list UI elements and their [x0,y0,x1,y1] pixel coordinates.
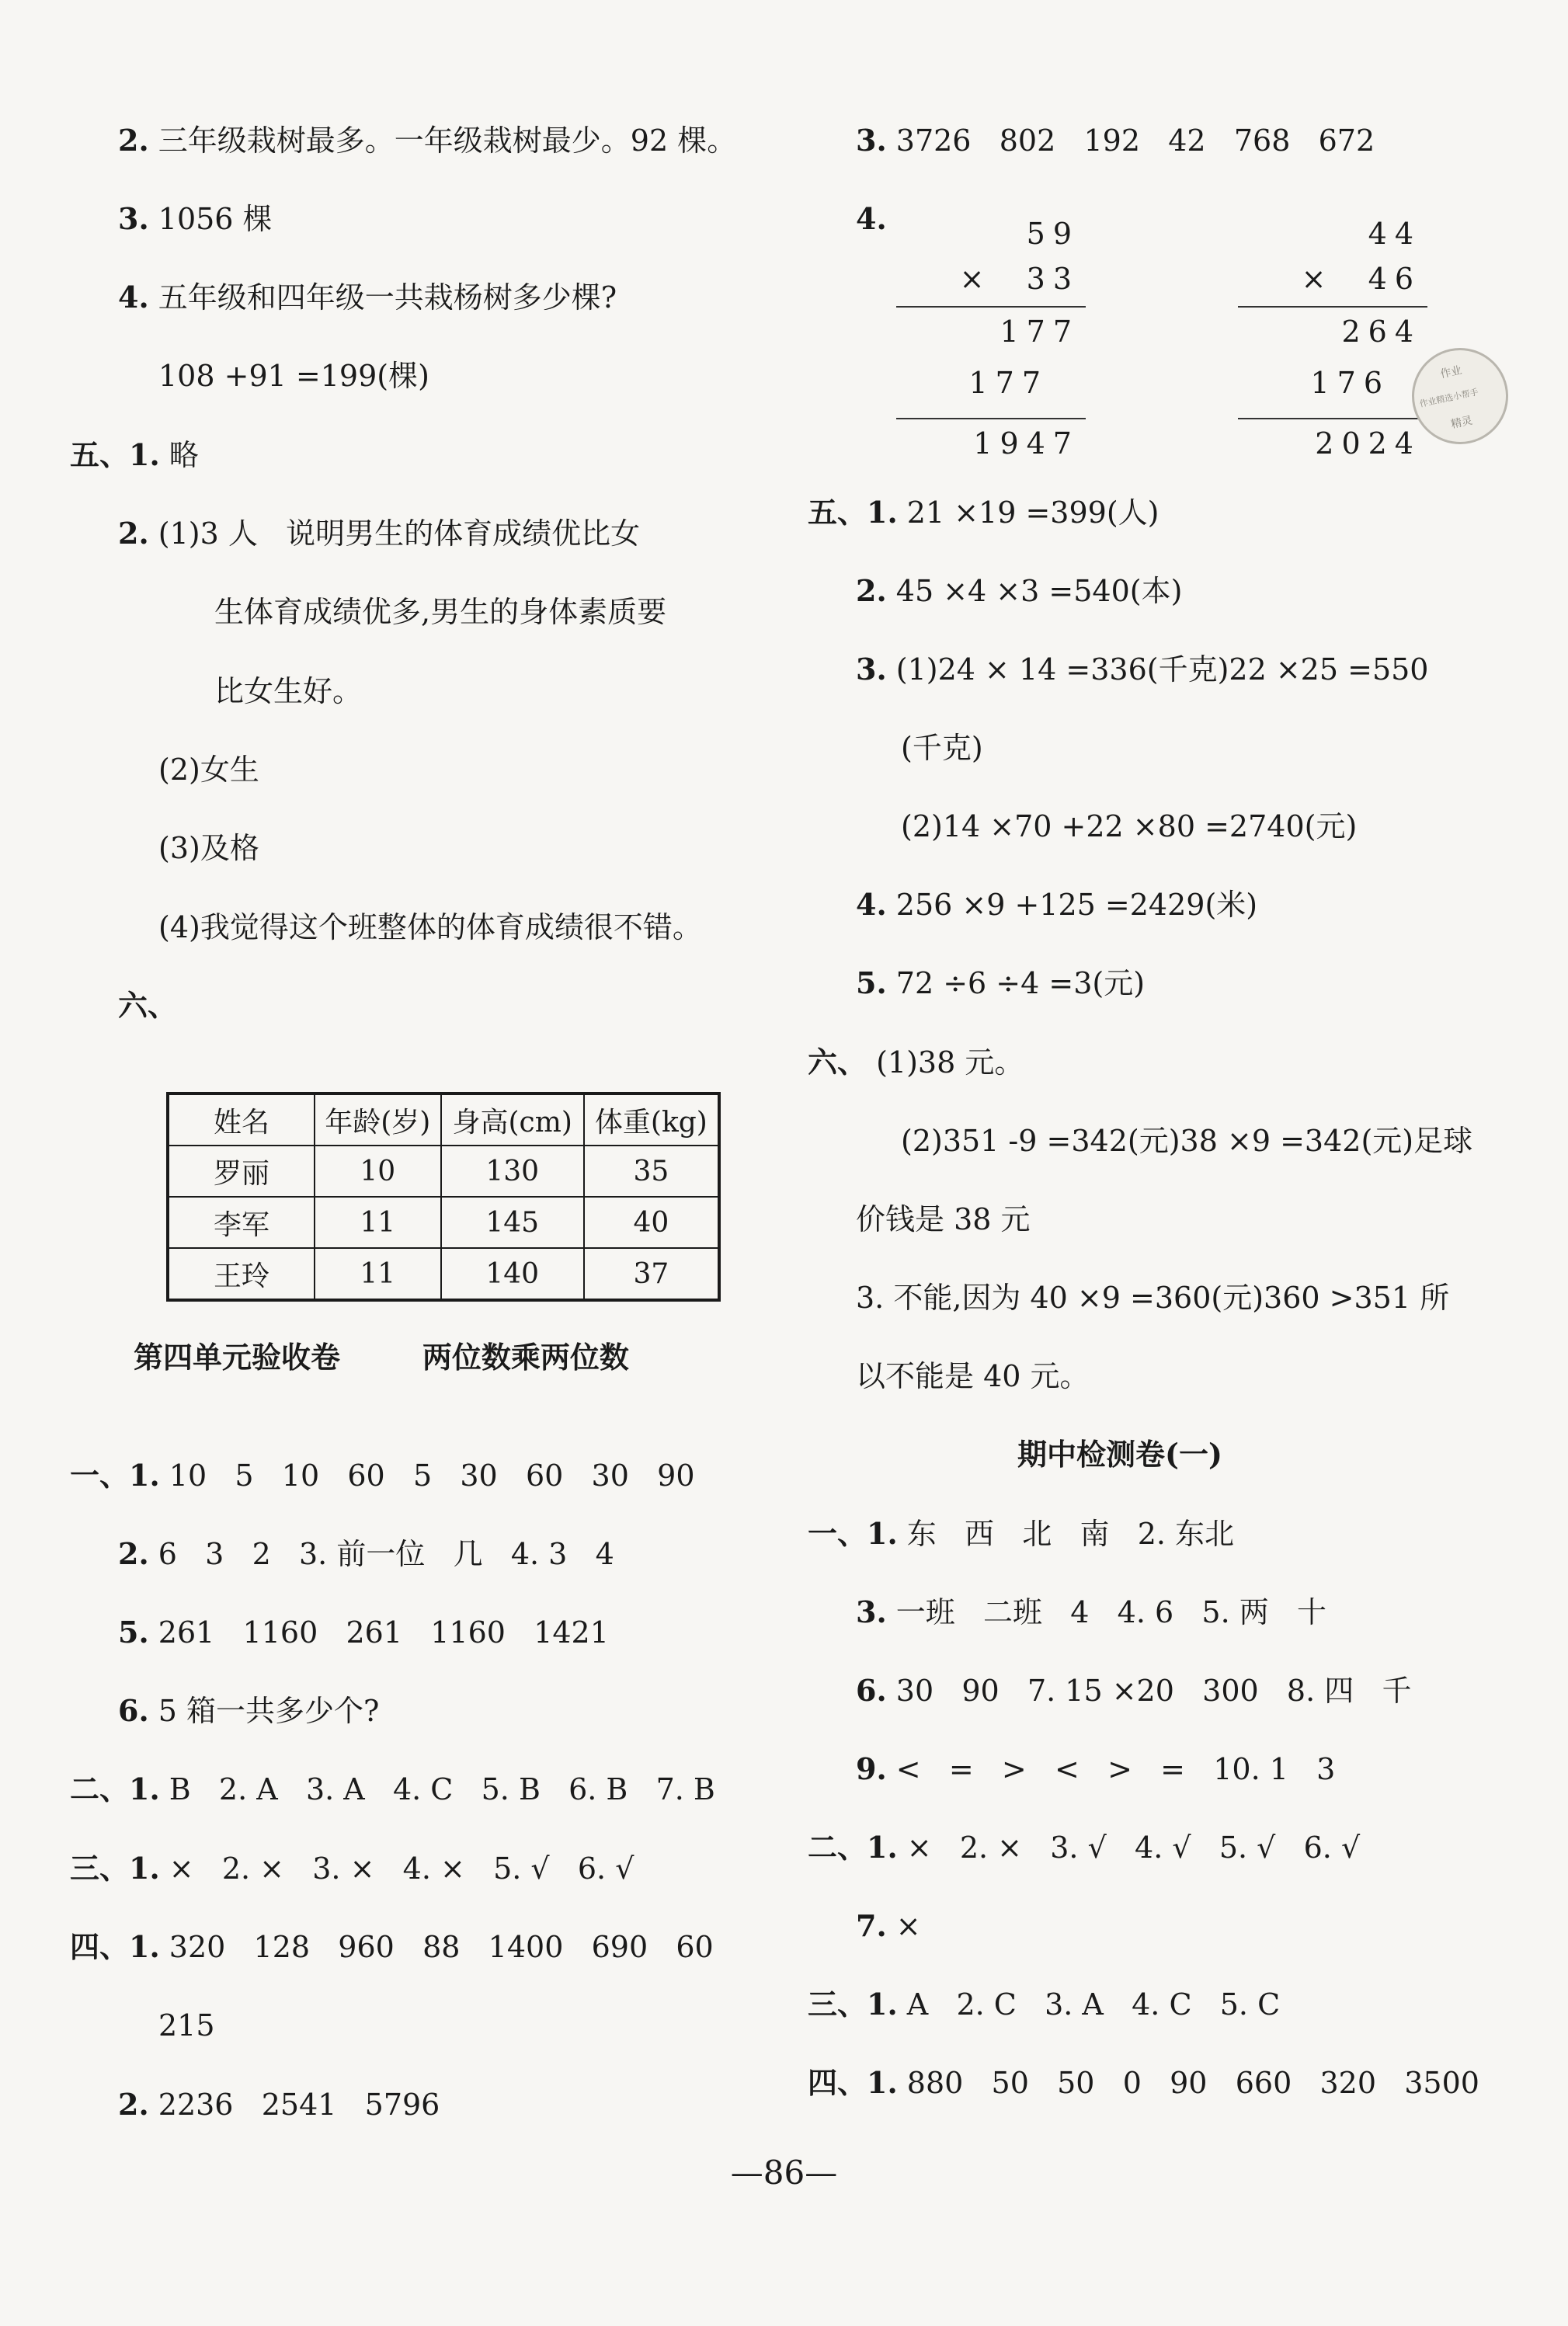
question-number: 7. [856,1908,887,1943]
stamp-text: 精灵 [1449,414,1474,432]
answer-text: 1056 棵 [158,202,273,236]
answer-line [118,514,640,553]
answer-text: (2)351 -9 =342(元)38 ×9 =342(元)足球 [901,1124,1473,1158]
answer-text: (1)24 × 14 =336(千克)22 ×25 =550 [895,652,1429,687]
question-number: 三、1. [70,1851,160,1886]
question-number: 4. [856,201,887,236]
question-number: 6. [856,1673,887,1708]
question-number: 五、1. [808,495,898,530]
question-number: 5. [118,1615,149,1650]
answer-text: 2236 2541 5796 [158,2088,440,2122]
answer-line [214,672,362,711]
vertical-mult-line: 264 [1341,315,1421,349]
vertical-mult-rule [896,418,1086,419]
vertical-mult-rule [1238,306,1427,308]
answer-line [70,1770,715,1809]
table-cell: 37 [584,1248,719,1300]
question-number: 三、1. [808,1987,898,2022]
answer-line [856,964,1145,1003]
table-header-cell: 身高(cm) [441,1093,584,1146]
question-number: 3. [856,1594,887,1629]
answer-text: 价钱是 38 元 [856,1202,1031,1236]
question-number: 3. [856,652,887,687]
answer-text: 三年级栽树最多。一年级栽树最少。92 棵。 [158,123,737,158]
answer-text: 21 ×19 =399(人) [906,495,1159,530]
question-number: 2. [856,573,887,608]
table-cell: 145 [441,1197,584,1248]
answer-line [70,436,199,475]
answer-line [856,121,1375,160]
answer-text: 五年级和四年级一共栽杨树多少棵? [158,280,617,315]
question-number: 4. [118,280,149,315]
question-number: 六、 [118,988,178,1023]
answer-text: × 2. × 3. √ 4. √ 5. √ 6. √ [906,1831,1361,1865]
answer-text: 东 西 北 南 2. 东北 [906,1517,1235,1551]
question-number: 四、1. [808,2065,898,2100]
answer-line [808,1043,1024,1082]
vertical-mult-line: 177 [1000,315,1080,349]
question-number: 2. [118,123,149,158]
vertical-mult-line: × 33 [959,262,1080,296]
answer-text: (1)38 元。 [876,1045,1024,1080]
answer-line [901,1121,1472,1160]
table-row [168,1197,719,1248]
vertical-mult-line: 176 [1310,366,1390,400]
answer-text: 略 [169,438,199,472]
answer-line [808,2063,1479,2102]
question-number: 一、1. [70,1458,160,1493]
answer-line [70,1928,714,1966]
question-number: 四、1. [70,1929,160,1964]
answer-line [158,908,702,947]
answer-line [901,807,1357,846]
question-number: 3. [118,201,149,236]
table-cell: 35 [584,1146,719,1197]
answer-line [901,728,983,767]
vertical-mult-rule [1238,418,1427,419]
vertical-mult-line: 44 [1368,217,1421,251]
answer-text: 30 90 7. 15 ×20 300 8. 四 千 [895,1674,1412,1708]
question-number: 2. [118,516,149,551]
answer-line [808,1828,1360,1867]
answer-line [214,593,666,631]
question-number: 4. [856,887,887,922]
answer-text: 320 128 960 88 1400 690 60 [169,1930,714,1964]
answer-line [856,572,1182,610]
answer-text: (2)女生 [158,753,259,787]
table-cell: 11 [315,1197,441,1248]
table-row [168,1146,719,1197]
table-header-cell: 体重(kg) [584,1093,719,1146]
answer-line [118,121,736,160]
answer-text: (4)我觉得这个班整体的体育成绩很不错。 [158,910,702,944]
answer-line [70,1456,695,1495]
question-number: 六、 [808,1045,867,1080]
question-number: 五、1. [70,437,160,472]
answer-line [118,1535,614,1573]
answer-text: 6 3 2 3. 前一位 几 4. 3 4 [158,1537,614,1571]
table-row [168,1248,719,1300]
answer-line [118,986,186,1025]
table-header-row [168,1093,719,1146]
answer-text: 5 箱一共多少个? [158,1694,380,1728]
answer-line [856,1750,1335,1789]
answer-line [856,1907,921,1945]
answer-text: 108 +91 =199(棵) [158,359,429,393]
question-number: 5. [856,965,887,1000]
question-number: 二、1. [70,1771,160,1806]
answer-line [118,200,273,238]
answer-text: (千克) [901,731,983,765]
table-cell: 130 [441,1146,584,1197]
vertical-mult-rule [896,306,1086,308]
answer-text: 72 ÷6 ÷4 =3(元) [895,966,1146,1000]
table-cell: 140 [441,1248,584,1300]
answer-text: A 2. C 3. A 4. C 5. C [906,1987,1281,2022]
section-heading: 期中检测卷(一) [1017,1437,1222,1472]
question-number: 3. [856,123,887,158]
page-number: —86— [730,2154,838,2192]
answer-text: 3. 不能,因为 40 ×9 =360(元)360 >351 所 [856,1281,1450,1315]
answer-text: (1)3 人 说明男生的体育成绩优比女 [158,516,641,551]
answer-line [808,1514,1234,1553]
answer-text: 880 50 50 0 90 660 320 3500 [906,2066,1479,2100]
question-number: 2. [118,2087,149,2122]
table-cell: 10 [315,1146,441,1197]
answer-line [118,2085,440,2124]
answer-line [158,356,429,395]
answer-text: < = > < > = 10. 1 3 [895,1752,1336,1786]
table-header-cell: 年龄(岁) [315,1093,441,1146]
answer-line [856,650,1428,689]
stamp-text: 作业精选小帮手 [1418,387,1479,409]
answer-line [70,1849,634,1888]
table-cell: 罗丽 [168,1146,315,1197]
answer-text: 10 5 10 60 5 30 60 30 90 [169,1459,695,1493]
answer-text: 比女生好。 [214,674,363,708]
answer-line [118,1613,609,1652]
answer-line [158,829,259,867]
answer-line [856,200,896,238]
answer-text: 以不能是 40 元。 [856,1359,1090,1393]
student-table [166,1092,721,1302]
answer-line [856,1357,1090,1396]
vertical-mult-line: 59 [1026,217,1080,251]
vertical-mult-line: 2024 [1315,426,1421,461]
answer-text: (2)14 ×70 +22 ×80 =2740(元) [901,809,1358,843]
answer-text: × 2. × 3. × 4. × 5. √ 6. √ [169,1851,635,1886]
answer-line [808,1985,1280,2024]
question-number: 9. [856,1751,887,1786]
answer-line [856,1593,1326,1632]
answer-line [856,885,1257,924]
answer-text: 45 ×4 ×3 =540(本) [895,574,1183,608]
answer-line [118,278,617,317]
answer-line [158,2006,215,2045]
answer-line [808,493,1159,532]
answer-text: 256 ×9 +125 =2429(米) [895,888,1258,922]
answer-text: (3)及格 [158,831,259,865]
answer-text: B 2. A 3. A 4. C 5. B 6. B 7. B [169,1772,715,1806]
answer-line [856,1671,1412,1710]
question-number: 二、1. [808,1830,898,1865]
table-cell: 王玲 [168,1248,315,1300]
answer-text: 一班 二班 4 4. 6 5. 两 十 [895,1595,1326,1629]
section-heading: 第四单元验收卷 两位数乘两位数 [134,1340,629,1375]
answer-line [856,1200,1031,1239]
answer-line [118,1691,379,1730]
answer-text: 3726 802 192 42 768 672 [895,123,1375,158]
question-number: 2. [118,1536,149,1571]
vertical-mult-line: 177 [968,366,1048,400]
table-cell: 40 [584,1197,719,1248]
stamp-text: 作业 [1439,364,1463,381]
table-cell: 李军 [168,1197,315,1248]
answer-text: 261 1160 261 1160 1421 [158,1615,609,1650]
vertical-mult-line: 1947 [973,426,1080,461]
answer-text: 生体育成绩优多,男生的身体素质要 [214,595,667,629]
question-number: 一、1. [808,1516,898,1551]
table-cell: 11 [315,1248,441,1300]
answer-text: × [895,1909,921,1943]
vertical-mult-line: × 46 [1301,262,1421,296]
table-header-cell: 姓名 [168,1093,315,1146]
answer-line [158,750,259,789]
question-number: 6. [118,1693,149,1728]
answer-text: 215 [158,2008,215,2043]
answer-line [856,1278,1449,1317]
